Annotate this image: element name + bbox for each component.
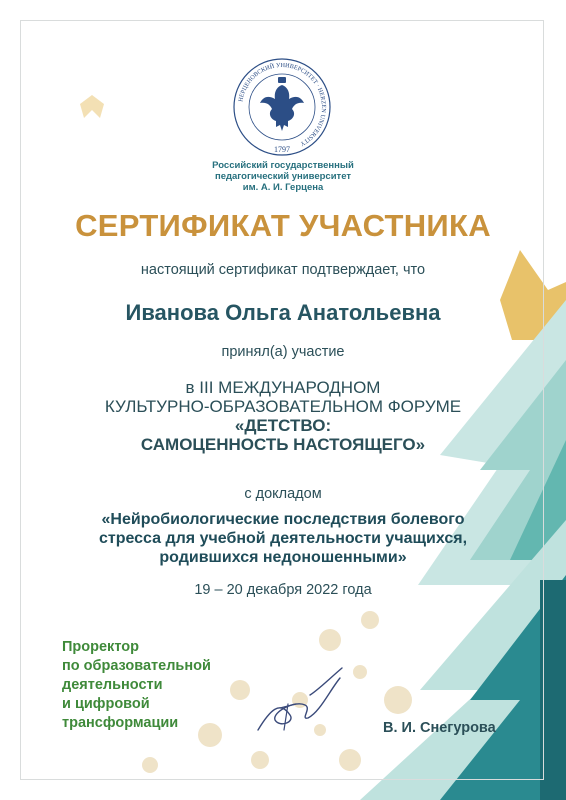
handwritten-signature bbox=[250, 660, 350, 740]
report-title bbox=[0, 510, 566, 567]
forum-line: КУЛЬТУРНО-ОБРАЗОВАТЕЛЬНОМ ФОРУМЕ bbox=[104, 397, 462, 416]
participant-name: Иванова Ольга Анатольевна bbox=[125, 300, 441, 325]
signer-position-line: по образовательной bbox=[62, 658, 211, 674]
seal-year: 1797 bbox=[274, 145, 290, 154]
report-line: родившихся недоношенными» bbox=[159, 549, 407, 566]
with-report-text: с докладом bbox=[244, 486, 322, 502]
forum-title-line: «ДЕТСТВО: bbox=[234, 416, 332, 435]
university-line: им. А. И. Герцена bbox=[242, 182, 324, 193]
participated-text: принял(а) участие bbox=[221, 344, 345, 360]
report-line: «Нейробиологические последствия болевого bbox=[101, 511, 465, 528]
event-dates: 19 – 20 декабря 2022 года bbox=[194, 582, 372, 598]
signer-name: В. И. Снегурова bbox=[383, 720, 496, 736]
signer-position bbox=[62, 638, 211, 733]
forum-title-line: САМОЦЕННОСТЬ НАСТОЯЩЕГО» bbox=[140, 435, 426, 454]
forum-block bbox=[0, 378, 566, 454]
university-name bbox=[0, 160, 566, 193]
signer-position-line: деятельности bbox=[62, 677, 163, 693]
university-line: педагогический университет bbox=[214, 171, 352, 182]
seal-ring-text: НЕРЦЕНОВСКИЙ УНИВЕРСИТЕТ · HERZEN UNIVERSITY bbox=[237, 61, 328, 148]
university-seal-icon bbox=[230, 55, 334, 159]
report-line: стресса для учебной деятельности учащихся, bbox=[98, 530, 468, 547]
signer-position-line: и цифровой bbox=[62, 696, 150, 712]
certificate-title: СЕРТИФИКАТ УЧАСТНИКА bbox=[75, 208, 491, 243]
signer-position-line: трансформации bbox=[62, 715, 179, 731]
confirm-text: настоящий сертификат подтверждает, что bbox=[140, 262, 426, 278]
signer-position-line: Проректор bbox=[62, 639, 139, 655]
forum-line: в III МЕЖДУНАРОДНОМ bbox=[185, 378, 381, 397]
university-line: Российский государственный bbox=[212, 160, 354, 171]
